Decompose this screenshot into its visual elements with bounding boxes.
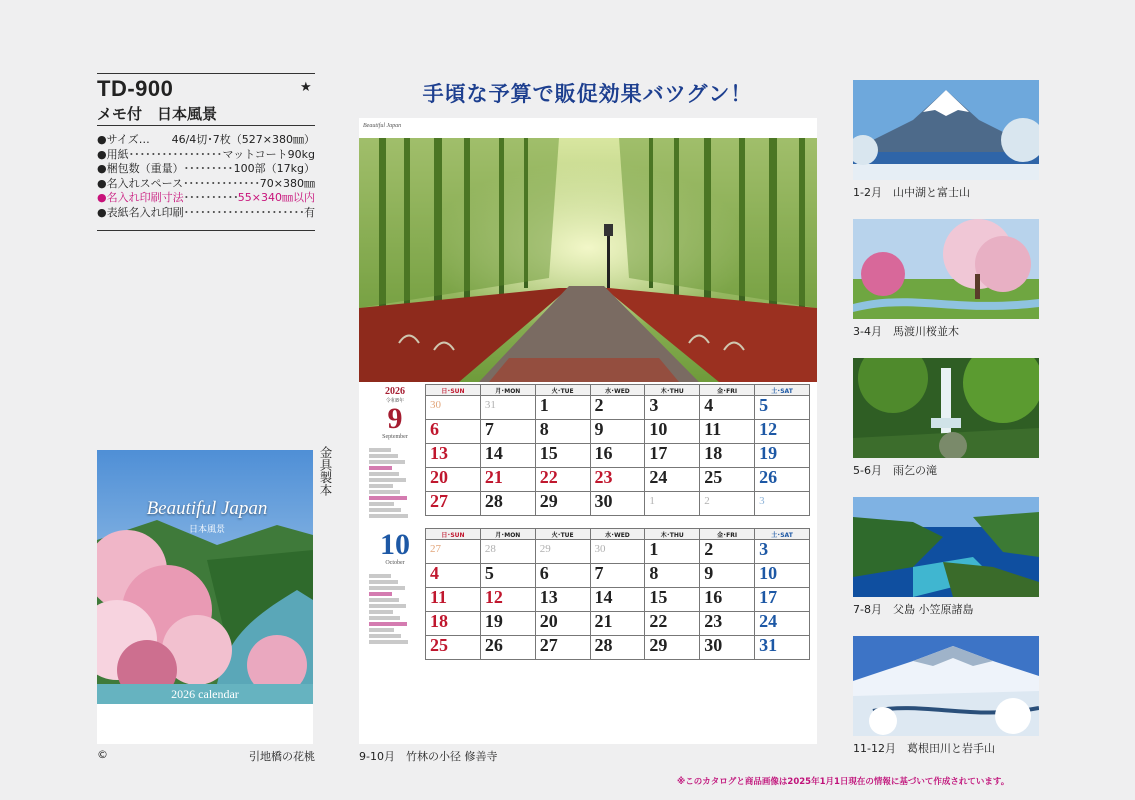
day-cell (755, 636, 810, 660)
weekday-header: 土･SAT (755, 385, 810, 396)
day-cell (645, 492, 700, 516)
day-number: 22 (539, 467, 558, 487)
calendar-grid-september (425, 384, 810, 516)
day-cell (535, 540, 590, 564)
day-cell (700, 444, 755, 468)
day-cell (480, 636, 535, 660)
day-cell (426, 636, 481, 660)
day-number: 1 (649, 539, 659, 559)
island-photo (853, 497, 1039, 597)
day-number: 8 (539, 419, 549, 439)
day-cell (590, 588, 645, 612)
day-number: 3 (759, 539, 769, 559)
event-line (369, 502, 394, 506)
day-number: 2 (704, 539, 714, 559)
spec-value: 70×380㎜ (259, 176, 315, 190)
thumbnail-waterfall (853, 358, 1039, 478)
day-cell (700, 468, 755, 492)
day-cell (426, 564, 481, 588)
day-cell (645, 636, 700, 660)
cover-title: Beautiful Japan (146, 498, 268, 519)
day-number: 20 (430, 467, 448, 487)
day-cell (645, 588, 700, 612)
spec-row (97, 162, 315, 177)
day-number: 9 (704, 563, 714, 583)
day-number: 15 (539, 443, 558, 463)
day-cell (535, 588, 590, 612)
day-cell (480, 468, 535, 492)
event-line (369, 586, 405, 590)
event-line (369, 610, 393, 614)
day-number: 17 (649, 443, 668, 463)
day-cell (426, 540, 481, 564)
day-cell (755, 540, 810, 564)
day-cell (645, 564, 700, 588)
day-number: 21 (594, 611, 613, 631)
event-line (369, 592, 392, 596)
day-number: 31 (759, 635, 778, 655)
day-number: 16 (594, 443, 613, 463)
snow-photo (853, 636, 1039, 736)
day-cell (535, 612, 590, 636)
day-number: 18 (430, 611, 448, 631)
event-line (369, 604, 406, 608)
day-cell (645, 540, 700, 564)
day-number: 12 (759, 419, 778, 439)
day-cell (480, 540, 535, 564)
day-number: 13 (430, 443, 448, 463)
month-number: 9 (387, 402, 403, 435)
day-number: 25 (704, 467, 723, 487)
day-number: 6 (539, 563, 549, 583)
week-row (426, 564, 810, 588)
day-cell (426, 492, 481, 516)
bamboo-path-photo (359, 138, 817, 382)
product-subtitle: メモ付 日本風景 (97, 105, 218, 123)
event-line (369, 460, 405, 464)
month-year: 2026 (385, 386, 405, 397)
event-line (369, 490, 400, 494)
day-cell (700, 588, 755, 612)
day-cell (700, 396, 755, 420)
day-number: 5 (759, 395, 769, 415)
month-side-october (365, 530, 425, 646)
cover-subtitle: 日本風景 (188, 525, 225, 535)
month-events (365, 574, 425, 644)
binding-label: 金具製本 (318, 446, 333, 496)
spec-row (97, 177, 315, 192)
day-number: 1 (649, 495, 655, 507)
event-line (369, 580, 398, 584)
month-number: 10 (380, 528, 410, 561)
calendar-sheet (359, 118, 817, 744)
day-cell (590, 540, 645, 564)
event-line (369, 496, 407, 500)
sheet-brand: Beautiful Japan (363, 123, 402, 129)
day-number: 26 (759, 467, 778, 487)
day-cell (645, 396, 700, 420)
day-number: 28 (484, 491, 503, 511)
copyright-mark: © (97, 748, 108, 761)
day-cell (535, 492, 590, 516)
day-number: 7 (594, 563, 604, 583)
weekday-header: 木･THU (645, 385, 700, 396)
month-events (365, 448, 425, 518)
event-line (369, 634, 401, 638)
top-rule (97, 73, 315, 74)
day-cell (700, 420, 755, 444)
thumbnail-snow (853, 636, 1039, 756)
event-line (369, 478, 406, 482)
spec-label: ●名入れ印刷寸法 (97, 191, 184, 205)
day-number: 22 (649, 611, 668, 631)
day-number: 3 (649, 395, 659, 415)
spec-label: ●用紙 (97, 147, 129, 161)
spec-value: 100部（17kg） (233, 162, 315, 176)
day-number: 1 (539, 395, 549, 415)
day-number: 2 (704, 495, 710, 507)
event-line (369, 508, 401, 512)
week-row (426, 612, 810, 636)
month-era: 令和8年 (385, 398, 405, 404)
day-number: 31 (484, 399, 496, 411)
week-row (426, 588, 810, 612)
weekday-header: 日･SUN (426, 385, 481, 396)
day-number: 29 (539, 491, 558, 511)
day-number: 4 (430, 563, 439, 583)
day-cell (590, 468, 645, 492)
spec-label: ●梱包数（重量） (97, 162, 184, 176)
day-number: 26 (484, 635, 503, 655)
day-cell (535, 420, 590, 444)
day-cell (755, 588, 810, 612)
day-number: 14 (484, 443, 503, 463)
weekday-header: 金･FRI (700, 385, 755, 396)
day-number: 23 (594, 467, 613, 487)
spec-leader (184, 162, 234, 177)
day-number: 5 (484, 563, 494, 583)
spec-list (97, 133, 315, 221)
weekday-header: 月･MON (480, 385, 535, 396)
spec-leader (183, 177, 260, 192)
thumbnail-caption: 11-12月 葛根田川と岩手山 (853, 742, 995, 755)
day-number: 11 (430, 587, 448, 607)
day-number: 7 (484, 419, 494, 439)
calendar-grid-october (425, 528, 810, 660)
day-cell (426, 420, 481, 444)
day-number: 27 (539, 635, 558, 655)
day-number: 15 (649, 587, 668, 607)
day-number: 16 (704, 587, 723, 607)
spec-value: 46/4切･7枚（527×380㎜） (171, 133, 315, 146)
day-number: 4 (704, 395, 714, 415)
event-line (369, 466, 392, 470)
spec-value: マットコート90kg (222, 147, 315, 161)
footer-note: ※このカタログと商品画像は2025年1月1日現在の情報に基づいて作成されています。 (677, 777, 1010, 787)
day-cell (645, 444, 700, 468)
event-line (369, 622, 407, 626)
event-line (369, 616, 400, 620)
day-cell (426, 396, 481, 420)
mid-rule (97, 125, 315, 126)
week-row (426, 492, 810, 516)
event-line (369, 448, 391, 452)
weekday-header: 水･WED (590, 529, 645, 540)
day-number: 19 (484, 611, 503, 631)
day-number: 10 (759, 563, 778, 583)
day-cell (480, 444, 535, 468)
day-number: 6 (430, 419, 439, 439)
day-number: 2 (594, 395, 604, 415)
day-number: 13 (539, 587, 558, 607)
event-line (369, 640, 408, 644)
spec-leader (184, 191, 238, 206)
week-row (426, 396, 810, 420)
weekday-header: 水･WED (590, 385, 645, 396)
day-cell (755, 564, 810, 588)
spec-label: ●表紙名入れ印刷 (97, 205, 184, 219)
spec-label: ●名入れスペース (97, 176, 184, 190)
day-number: 24 (759, 611, 778, 631)
weekday-header: 月･MON (480, 529, 535, 540)
day-cell (426, 444, 481, 468)
day-number: 29 (649, 635, 668, 655)
event-line (369, 472, 399, 476)
day-number: 21 (484, 467, 503, 487)
spec-row (97, 191, 315, 206)
weekday-header: 火･TUE (535, 529, 590, 540)
spec-leader (150, 133, 172, 148)
day-number: 23 (704, 611, 723, 631)
weekday-header: 日･SUN (426, 529, 481, 540)
day-cell (755, 492, 810, 516)
day-number: 14 (594, 587, 613, 607)
day-cell (535, 444, 590, 468)
day-cell (590, 420, 645, 444)
day-number: 19 (759, 443, 778, 463)
day-cell (426, 612, 481, 636)
thumbnail-fuji (853, 80, 1039, 200)
day-cell (535, 564, 590, 588)
cover-caption: 引地橋の花桃 (249, 750, 315, 763)
day-number: 24 (649, 467, 668, 487)
weekday-header: 木･THU (645, 529, 700, 540)
day-cell (645, 468, 700, 492)
month-english: October (385, 560, 405, 566)
day-cell (480, 420, 535, 444)
spec-row (97, 148, 315, 163)
day-number: 17 (759, 587, 778, 607)
day-cell (590, 636, 645, 660)
day-number: 30 (704, 635, 723, 655)
day-number: 30 (594, 543, 606, 555)
day-cell (590, 444, 645, 468)
day-cell (700, 540, 755, 564)
day-cell (700, 612, 755, 636)
event-line (369, 484, 393, 488)
event-line (369, 598, 399, 602)
day-cell (535, 468, 590, 492)
spec-label: ●サイズ… (97, 133, 150, 146)
weekday-header-row (426, 529, 810, 540)
cover-photo (97, 450, 313, 684)
fuji-photo (853, 80, 1039, 180)
thumbnail-caption: 3-4月 馬渡川桜並木 (853, 325, 959, 338)
sakura-photo (853, 219, 1039, 319)
month-english: September (382, 434, 408, 440)
spec-leader (129, 148, 223, 163)
day-number: 25 (430, 635, 448, 655)
day-cell (480, 492, 535, 516)
day-number: 27 (430, 543, 441, 555)
day-cell (755, 468, 810, 492)
weekday-header: 火･TUE (535, 385, 590, 396)
weekday-header: 金･FRI (700, 529, 755, 540)
day-cell (426, 588, 481, 612)
weekday-header: 土･SAT (755, 529, 810, 540)
day-cell (480, 396, 535, 420)
model-number: TD-900 (97, 76, 174, 101)
event-line (369, 574, 391, 578)
day-cell (590, 396, 645, 420)
day-number: 29 (539, 543, 551, 555)
day-number: 8 (649, 563, 659, 583)
day-number: 27 (430, 491, 448, 511)
week-row (426, 444, 810, 468)
day-cell (755, 396, 810, 420)
day-cell (645, 420, 700, 444)
day-number: 30 (594, 491, 613, 511)
day-cell (755, 444, 810, 468)
day-number: 11 (704, 419, 722, 439)
spec-row (97, 133, 315, 148)
event-line (369, 454, 398, 458)
spec-leader (184, 206, 304, 221)
day-cell (426, 468, 481, 492)
day-number: 28 (594, 635, 613, 655)
day-cell (590, 564, 645, 588)
star-mark: ★ (300, 80, 312, 95)
event-line (369, 514, 408, 518)
day-cell (755, 420, 810, 444)
thumbnail-caption: 5-6月 雨乞の滝 (853, 464, 937, 477)
weekday-header-row (426, 385, 810, 396)
day-cell (645, 612, 700, 636)
spec-row (97, 206, 315, 221)
event-line (369, 628, 394, 632)
week-row (426, 420, 810, 444)
sheet-caption: 9-10月 竹林の小径 修善寺 (359, 750, 498, 763)
thumbnail-island (853, 497, 1039, 617)
week-row (426, 540, 810, 564)
day-number: 28 (484, 543, 496, 555)
spec-value: 有 (304, 205, 315, 219)
day-cell (700, 636, 755, 660)
cover-image (97, 450, 313, 744)
day-cell (700, 492, 755, 516)
day-cell (700, 564, 755, 588)
waterfall-photo (853, 358, 1039, 458)
thumbnail-sakura (853, 219, 1039, 339)
day-number: 3 (759, 495, 765, 507)
bottom-rule (97, 230, 315, 231)
day-cell (535, 396, 590, 420)
thumbnail-caption: 7-8月 父島 小笠原諸島 (853, 603, 974, 616)
cover-year-bar: 2026 calendar (97, 684, 313, 704)
day-number: 18 (704, 443, 723, 463)
week-row (426, 636, 810, 660)
month-side-september (365, 386, 425, 520)
day-cell (590, 612, 645, 636)
week-row (426, 468, 810, 492)
headline: 手頃な予算で販促効果バツグン！ (422, 81, 753, 106)
thumbnail-caption: 1-2月 山中湖と富士山 (853, 186, 970, 199)
day-number: 12 (484, 587, 503, 607)
day-cell (480, 564, 535, 588)
day-number: 10 (649, 419, 668, 439)
day-number: 20 (539, 611, 558, 631)
day-number: 9 (594, 419, 604, 439)
day-cell (535, 636, 590, 660)
spec-value: 55×340㎜以内 (237, 191, 315, 205)
day-cell (480, 612, 535, 636)
day-cell (480, 588, 535, 612)
day-cell (590, 492, 645, 516)
day-number: 30 (430, 399, 441, 411)
day-cell (755, 612, 810, 636)
